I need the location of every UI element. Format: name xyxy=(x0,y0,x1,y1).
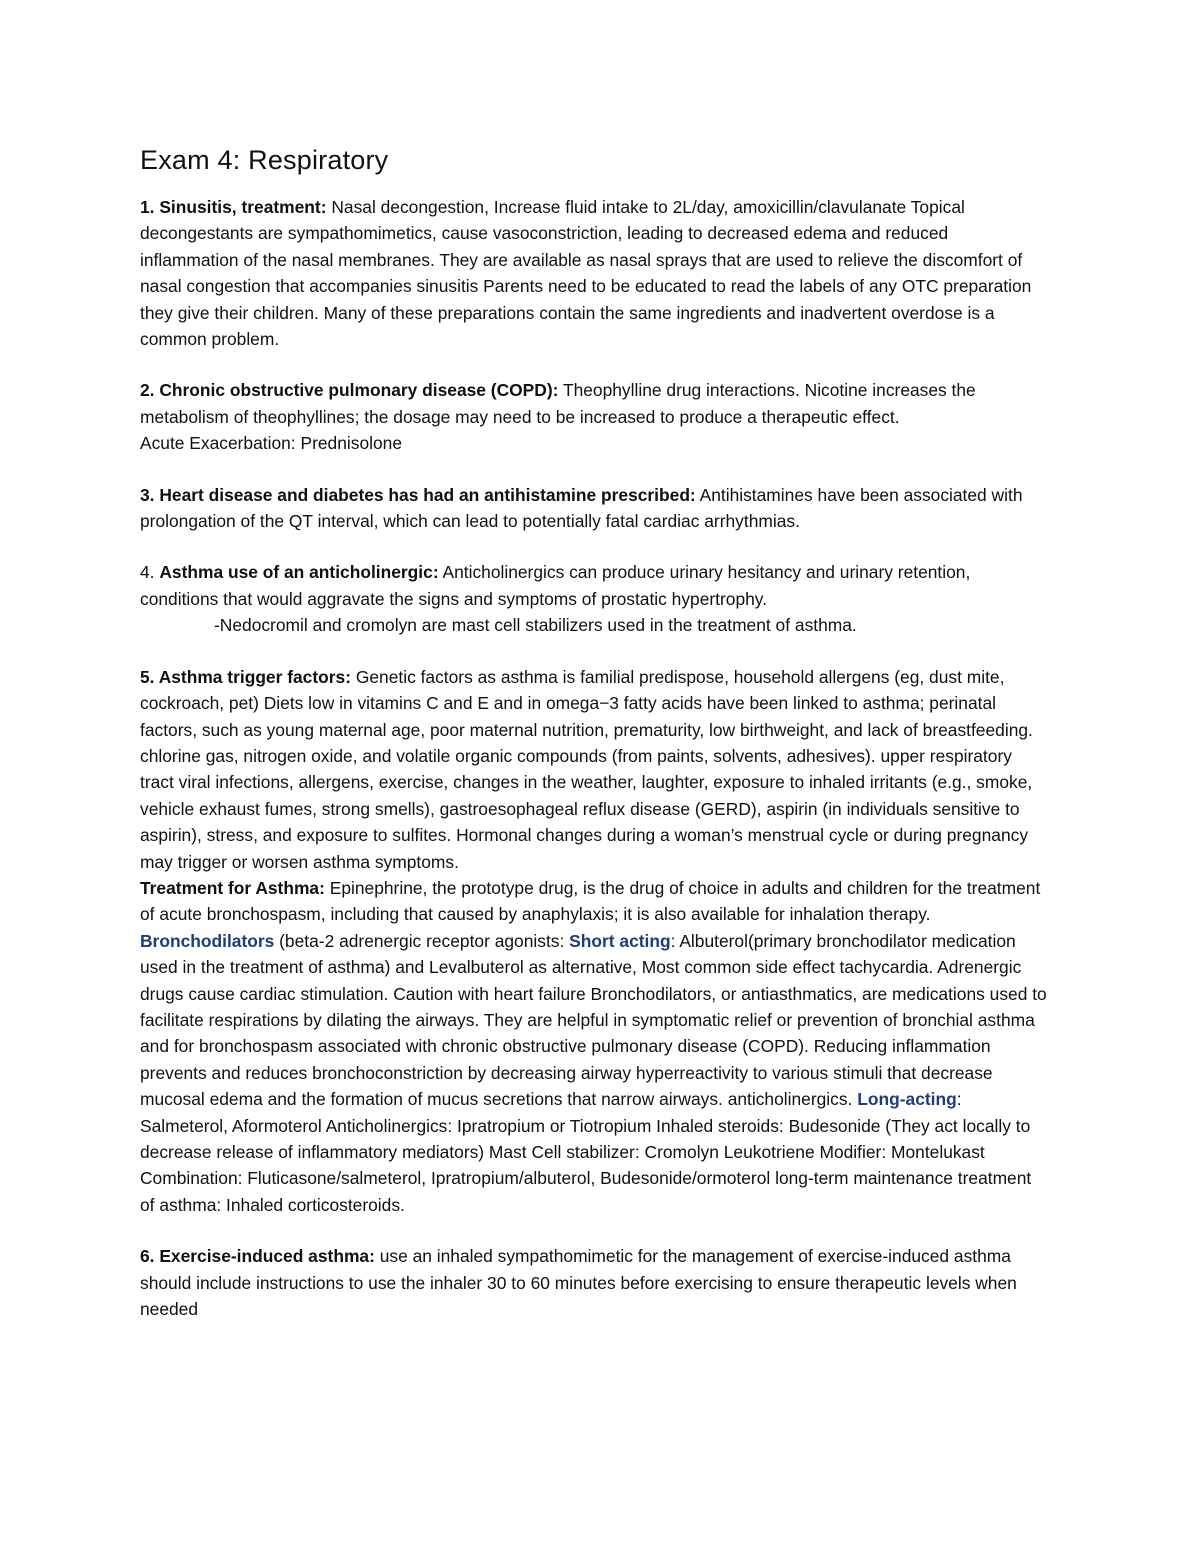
paragraph xyxy=(140,664,1050,875)
section-heading: 3. Heart disease and diabetes has had an antihistamine prescribed: xyxy=(140,484,696,505)
short-acting-heading: Short acting xyxy=(569,930,671,951)
section-antihistamine xyxy=(140,482,1050,535)
paragraph xyxy=(140,875,1050,1218)
section-text: : Salmeterol, Aformoterol Anticholinergics: Ipratropium or Tiotropium Inhaled steroids: Budesonide (They act locally to decrease release of inflammatory mediators) Mast Cell stabilizer: Cromolyn Leukotriene Modifier: Montelukast Combination: Fluticasone/salmeterol, Ipratropium/albuterol, Budesonide/ormoterol long-term maintenance treatment of asthma: Inhaled corticosteroids. xyxy=(140,1089,1032,1215)
section-exercise-asthma xyxy=(140,1243,1050,1322)
section-text: Genetic factors as asthma is familial predispose, household allergens (eg, dust mite, cockroach, pet) Diets low in vitamins C and E and in omega−3 fatty acids have been linked to asthma; perinatal factors, such as young maternal age, poor maternal nutrition, prematurity, low birthweight, and lack of breastfeeding. chlorine gas, nitrogen oxide, and volatile organic compounds (from paints, solvents, adhesives). upper respiratory tract viral infections, allergens, exercise, changes in the weather, laughter, exposure to inhaled irritants (e.g., smoke, vehicle exhaust fumes, strong smells), gastroesophageal reflux disease (GERD), aspirin (in individuals sensitive to aspirin), stress, and exposure to sulfites. Hormonal changes during a woman’s menstrual cycle or during pregnancy may trigger or worsen asthma symptoms. xyxy=(140,666,1033,872)
section-heading: 2. Chronic obstructive pulmonary disease (COPD): xyxy=(140,380,559,401)
section-text: (beta-2 adrenergic receptor agonists: xyxy=(274,930,570,951)
paragraph-line: Acute Exacerbation: Prednisolone xyxy=(140,433,402,454)
section-anticholinergic xyxy=(140,559,1050,638)
page-title: Exam 4: Respiratory xyxy=(140,145,389,175)
paragraph xyxy=(140,377,1050,430)
section-heading: Asthma use of an anticholinergic: xyxy=(159,562,439,583)
section-text: Epinephrine, the prototype drug, is the drug of choice in adults and children for the treatment of acute bronchospasm, including that caused by anaphylaxis; it is also available for inhalation therapy. xyxy=(140,877,1041,925)
treatment-colon: : xyxy=(319,877,325,898)
long-acting-heading: Long-acting xyxy=(857,1089,957,1110)
section-text: : Albuterol(primary bronchodilator medication used in the treatment of asthma) and Levalbuterol as alternative, Most common side effect tachycardia. Adrenergic drugs cause cardiac stimulation. Caution with heart failure Bronchodilators, or antiasthmatics, are medications used to facilitate respirations by dilating the airways. They are helpful in symptomatic relief or prevention of bronchial asthma and for bronchospasm associated with chronic obstructive pulmonary disease (COPD). Reducing inflammation prevents and reduces bronchoconstriction by decreasing airway hyperreactivity to various stimuli that decrease mucosal edema and the formation of mucus secretions that narrow airways. anticholinergics. xyxy=(140,930,1047,1110)
paragraph xyxy=(140,1243,1050,1322)
paragraph xyxy=(140,194,1050,352)
indented-note: -Nedocromil and cromolyn are mast cell stabilizers used in the treatment of asthma. xyxy=(214,615,857,636)
section-number: 4. xyxy=(140,562,160,583)
section-heading: 6. Exercise-induced asthma: xyxy=(140,1246,375,1267)
section-triggers xyxy=(140,664,1050,875)
section-copd xyxy=(140,377,1050,456)
bronchodilators-heading: Bronchodilators xyxy=(140,930,275,951)
section-text: Anticholinergics can produce urinary hesitancy and urinary retention, conditions that would aggravate the signs and symptoms of prostatic hypertrophy. xyxy=(140,562,971,609)
section-text: Nasal decongestion, Increase fluid intake to 2L/day, amoxicillin/clavulanate Topical decongestants are sympathomimetics, cause vasoconstriction, leading to decreased edema and reduced inflammation of the nasal membranes. They are available as nasal sprays that are used to relieve the discomfort of nasal congestion that accompanies sinusitis Parents need to be educated to read the labels of any OTC preparation they give their children. Many of these preparations contain the same ingredients and inadvertent overdose is a common problem. xyxy=(140,197,1032,350)
section-text: Antihistamines have been associated with prolongation of the QT interval, which can lead to potentially fatal cardiac arrhythmias. xyxy=(140,484,1023,532)
section-treatment xyxy=(140,875,1050,1218)
paragraph xyxy=(140,482,1050,535)
section-heading: 1. Sinusitis, treatment: xyxy=(140,197,327,217)
paragraph xyxy=(140,559,1050,612)
section-sinusitis xyxy=(140,194,1050,352)
section-text: Theophylline drug interactions. Nicotine increases the metabolism of theophyllines; the dosage may need to be increased to produce a therapeutic effect. xyxy=(140,380,976,427)
section-heading: 5. Asthma trigger factors: xyxy=(140,666,351,687)
treatment-heading: Treatment for Asthma xyxy=(140,877,320,898)
section-text: use an inhaled sympathomimetic for the management of exercise-induced asthma should include instructions to use the inhaler 30 to 60 minutes before exercising to ensure therapeutic levels when needed xyxy=(140,1246,1017,1320)
